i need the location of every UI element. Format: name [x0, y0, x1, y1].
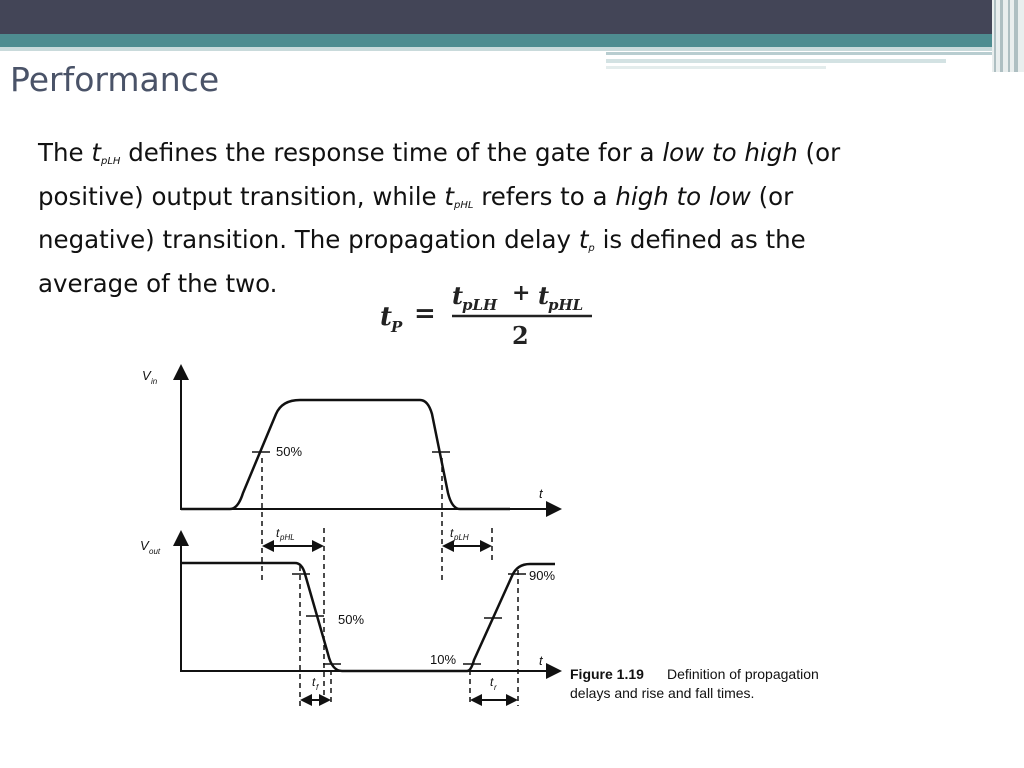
label-50-top: 50%: [276, 444, 303, 459]
subscript: pLH: [100, 156, 121, 167]
decorative-line: [606, 59, 946, 63]
text: (or: [797, 138, 841, 167]
formula-num-b: t: [538, 281, 550, 310]
vin-label-sub: in: [151, 377, 158, 386]
propagation-delay-formula: [380, 280, 620, 352]
tr-label: t: [490, 675, 494, 689]
text: The: [38, 138, 92, 167]
decorative-stripe: [1008, 0, 1010, 72]
decorative-stripe: [1000, 0, 1003, 72]
header-bar-teal: [0, 34, 1024, 47]
variable: t: [91, 138, 101, 167]
subscript: pHL: [454, 199, 474, 211]
label-90: 90%: [529, 568, 556, 583]
figure-caption-number: Figure 1.19: [570, 666, 644, 682]
figure-caption-line1: Definition of propagation: [667, 666, 819, 682]
text: is defined as the: [594, 225, 806, 254]
label-50-bottom: 50%: [338, 612, 365, 627]
text: refers to a: [473, 181, 616, 211]
tf-label: t: [312, 675, 316, 689]
text: positive) output transition, while: [38, 181, 445, 211]
vout-label: V: [140, 538, 149, 553]
text: average of the two.: [38, 268, 278, 298]
slide-title: Performance: [10, 60, 220, 99]
subscript: p: [588, 243, 595, 254]
tphl-label-sub: pHL: [280, 533, 295, 542]
decorative-line: [606, 66, 826, 69]
decorative-stripe: [994, 0, 996, 72]
body-paragraph: [38, 134, 998, 302]
formula-lhs-sub: P: [391, 318, 403, 336]
label-10: 10%: [430, 652, 457, 667]
text: negative) transition. The propagation delay: [38, 225, 579, 254]
tphl-label: t: [276, 526, 280, 540]
variable: t: [444, 181, 454, 211]
formula-num-b-sub: pHL: [548, 296, 584, 314]
tr-label-sub: r: [494, 683, 497, 692]
tplh-label: t: [450, 526, 454, 540]
variable: t: [578, 225, 589, 254]
vout-label-sub: out: [149, 547, 161, 556]
t-axis-label-bottom: t: [539, 653, 543, 668]
t-axis-label-top: t: [539, 486, 543, 501]
figure-caption-line2: delays and rise and fall times.: [570, 685, 755, 701]
decorative-stripe: [1014, 0, 1018, 72]
vin-label: V: [142, 368, 151, 383]
propagation-delay-figure: [130, 360, 870, 720]
vout-waveform: [181, 563, 555, 671]
tplh-label-sub: pLH: [454, 533, 469, 542]
formula-denominator: 2: [512, 321, 529, 350]
formula-equals: =: [414, 299, 436, 329]
formula-num-a-sub: pLH: [462, 296, 498, 314]
tf-label-sub: f: [316, 683, 319, 692]
formula-num-a: t: [452, 281, 464, 310]
header-bar-light: [0, 47, 1024, 51]
emphasis: low to high: [662, 138, 798, 167]
emphasis: high to low: [615, 181, 751, 211]
decorative-line: [606, 52, 1006, 55]
vin-waveform: [181, 400, 510, 509]
text: defines the response time of the gate for a: [120, 138, 663, 167]
header-bar-dark: [0, 0, 1024, 34]
formula-plus: +: [512, 280, 531, 306]
text: (or: [750, 181, 794, 211]
formula-lhs: t: [380, 302, 393, 332]
